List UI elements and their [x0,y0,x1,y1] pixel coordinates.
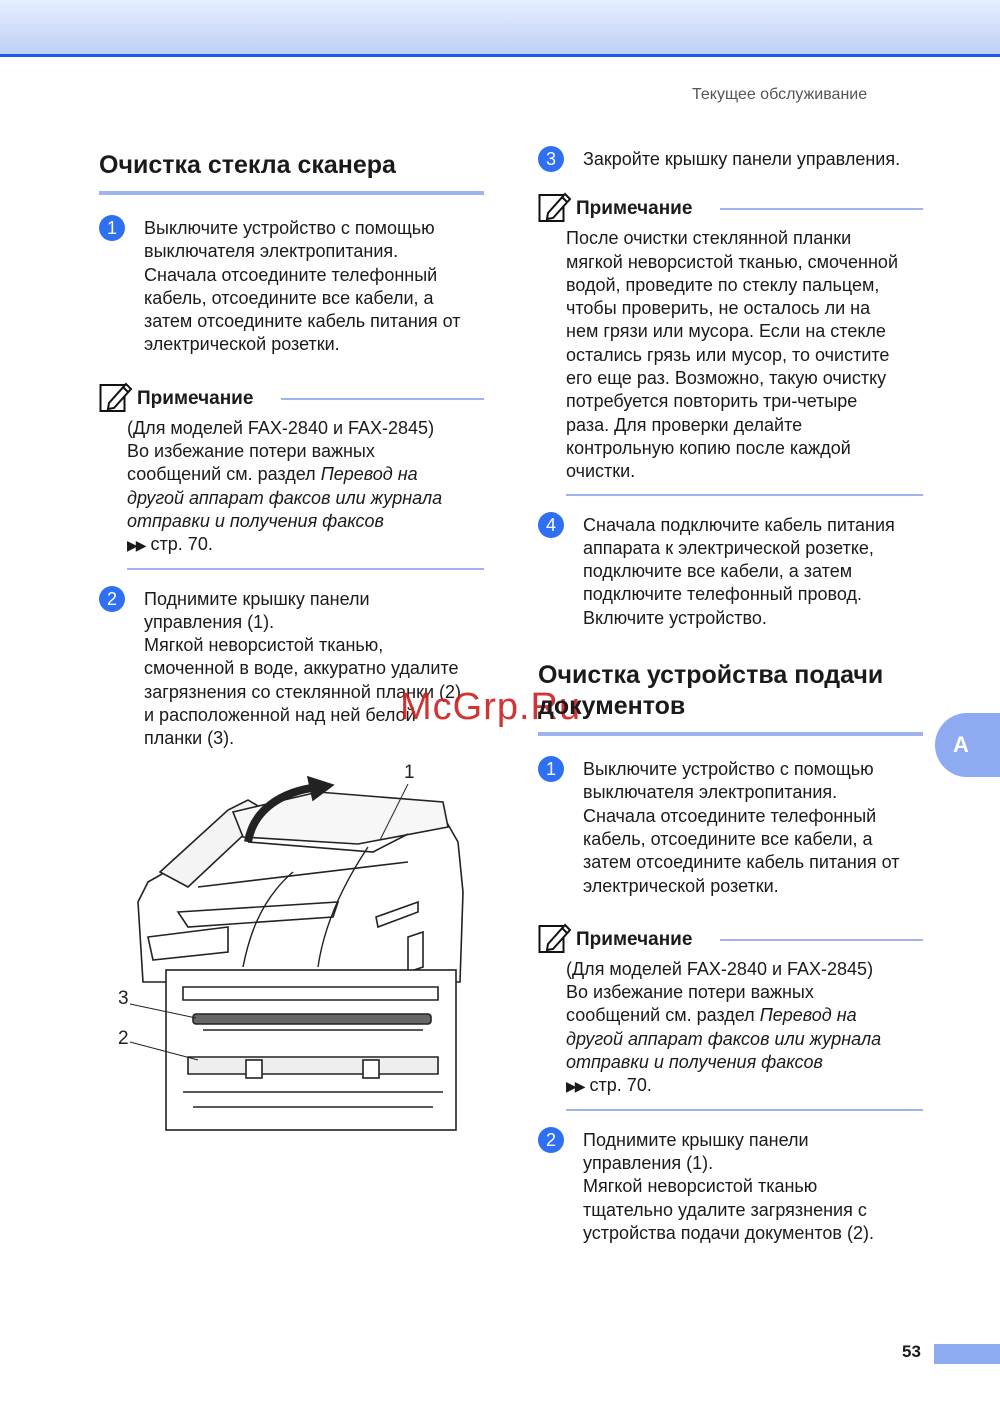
right-column [538,148,923,1245]
step-line: Мягкой неворсистой тканью, [144,635,384,656]
section-heading-feeder [538,660,923,722]
step-line: управления (1). [144,611,275,632]
step-line: Сначала подключите кабель питания [583,514,895,535]
page-reference[interactable]: стр. 70. [150,534,213,555]
note-pencil-icon [99,381,133,413]
page-reference[interactable]: стр. 70. [589,1075,652,1096]
note-line: чтобы проверить, не осталось ли на [566,298,871,319]
note-line: мягкой неворсистой тканью, смоченной [566,251,898,272]
note-rule [281,398,484,400]
note-line: остались грязь или мусор, то очистите [566,344,890,365]
note-models [99,381,484,570]
note-text: сообщений см. раздел [127,464,321,485]
heading-rule [538,732,923,736]
step-4-scanner [538,514,923,630]
note-line: (Для моделей FAX-2840 и FAX-2845) [127,417,435,438]
heading-rule [99,191,484,195]
step-line: выключателя электропитания. [144,241,399,262]
left-column [99,150,484,751]
note-title: Примечание [576,198,693,220]
note-title: Примечание [576,928,693,950]
note-rule [720,208,923,210]
step-number-badge: 3 [538,146,564,172]
note-check-glass [538,191,923,495]
step-line: электрической розетки. [583,875,779,896]
step-line: аппарата к электрической розетке, [583,537,874,558]
step-line: планки (3). [144,728,235,749]
step-line: затем отсоедините кабель питания от [583,852,900,873]
step-line: управления (1). [583,1152,714,1173]
heading-line: Очистка устройства подачи [538,661,884,690]
step-3-scanner [538,148,923,171]
watermark: McGrp.Ru [400,686,582,728]
callout-1: 1 [404,762,415,783]
double-arrow-icon: ▶▶ [566,1078,584,1095]
step-line: Поднимите крышку панели [583,1129,809,1150]
note-header [538,191,923,225]
appendix-tab: A [935,713,1000,777]
note-line: нем грязи или мусора. Если на стекле [566,321,886,342]
note-line: (Для моделей FAX-2840 и FAX-2845) [566,958,874,979]
callout-3: 3 [118,988,129,1009]
heading-line: документов [538,692,686,721]
note-header [538,922,923,956]
step-line: Мягкой неворсистой тканью [583,1176,818,1197]
section-feeder [538,660,923,736]
note-header [99,381,484,415]
step-line: Сначала отсоедините телефонный [144,264,438,285]
cross-reference-link[interactable]: другой аппарат факсов или журнала [566,1028,882,1049]
step-line: тщательно удалите загрязнения с [583,1199,867,1220]
step-number-badge: 4 [538,512,564,538]
step-line: и расположенной над ней белой [144,705,416,726]
step-line: Закройте крышку панели управления. [583,149,901,169]
section-heading-scanner-glass: Очистка стекла сканера [99,151,396,179]
note-line: очистки. [566,461,636,482]
page-number: 53 [902,1342,921,1361]
step-1-feeder [538,758,923,898]
step-line: кабель, отсоедините все кабели, а [144,287,434,308]
step-number-badge: 2 [99,586,125,612]
note-line: Во избежание потери важных [566,982,814,1003]
step-line: подключите все кабели, а затем [583,561,853,582]
note-pencil-icon [538,191,572,223]
step-line: электрической розетки. [144,334,340,355]
step-line: устройства подачи документов (2). [583,1222,874,1243]
note-line: его еще раз. Возможно, такую очистку [566,368,887,389]
step-1-scanner [99,217,484,357]
cross-reference-link[interactable]: отправки и получения факсов [566,1052,823,1073]
step-number-badge: 1 [99,215,125,241]
step-line: Поднимите крышку панели [144,588,370,609]
note-rule [720,939,923,941]
step-number-badge: 1 [538,756,564,782]
note-end-rule [127,568,484,570]
step-line: смоченной в воде, аккуратно удалите [144,658,459,679]
double-arrow-icon: ▶▶ [127,537,145,554]
note-title: Примечание [137,387,254,409]
note-line: водой, проведите по стеклу пальцем, [566,274,880,295]
step-line: затем отсоедините кабель питания от [144,311,461,332]
note-line: После очистки стеклянной планки [566,228,852,249]
page-number-bar [934,1344,1000,1364]
top-banner [0,0,1000,57]
cross-reference-link[interactable]: отправки и получения факсов [127,510,384,531]
step-line: загрязнения со стеклянной планки (2) [144,681,462,702]
note-line: потребуется повторить три-четыре [566,391,858,412]
step-line: кабель, отсоедините все кабели, а [583,828,873,849]
note-line: раза. Для проверки делайте [566,414,803,435]
step-2-feeder [538,1129,923,1245]
note-end-rule [566,1109,923,1111]
note-line: Во избежание потери важных [127,441,375,462]
step-line: Выключите устройство с помощью [144,218,435,238]
cross-reference-link[interactable]: другой аппарат факсов или журнала [127,487,443,508]
running-header: Текущее обслуживание [692,86,868,103]
callout-2: 2 [118,1028,129,1049]
note-pencil-icon [538,922,572,954]
cross-reference-link[interactable]: Перевод на [759,1005,857,1026]
step-number-badge: 2 [538,1127,564,1153]
scanner-illustration [108,752,478,1137]
step-line: Выключите устройство с помощью [583,759,874,780]
step-line: выключателя электропитания. [583,782,838,803]
step-line: Сначала отсоедините телефонный [583,805,877,826]
cross-reference-link[interactable]: Перевод на [320,464,418,485]
note-end-rule [566,494,923,496]
note-line: контрольную копию после каждой [566,437,851,458]
note-models-feeder [538,922,923,1111]
step-line: Включите устройство. [583,607,767,628]
note-text: сообщений см. раздел [566,1005,760,1026]
step-line: подключите телефонный провод. [583,584,862,605]
